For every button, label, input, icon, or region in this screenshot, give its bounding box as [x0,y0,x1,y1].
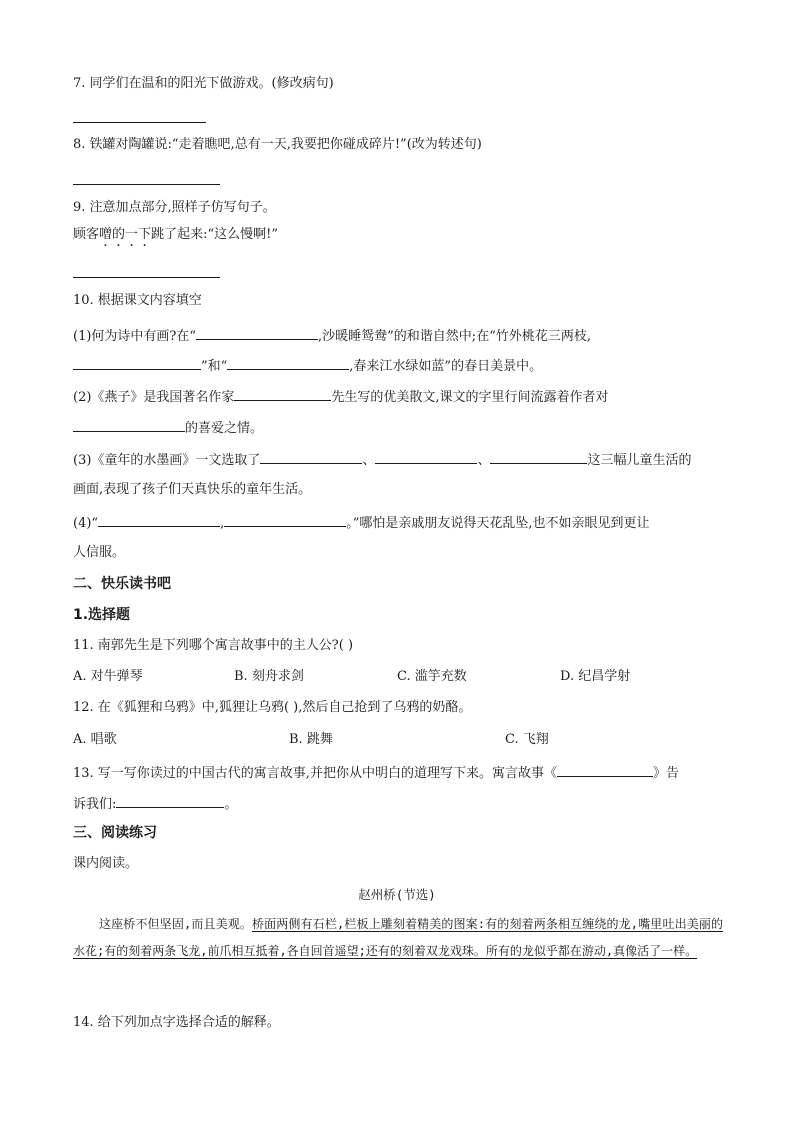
q12-option-a[interactable]: A. 唱歌 [73,732,117,747]
q11-option-b[interactable]: B. 刻舟求剑 [234,669,304,684]
q10-part3-line1: (3)《童年的水墨画》一文选取了 、 、 这三幅儿童生活的 [73,449,691,471]
q10-part3-line2: 画面,表现了孩子们天真快乐的童年生活。 [73,482,312,497]
fill-blank[interactable] [73,417,185,432]
passage-body [73,911,723,965]
sentence-prefix: 顾客 [73,227,100,242]
question-11: 11. 南郭先生是下列哪个寓言故事中的主人公?( ) [73,638,354,653]
dotted-char: 一 [125,227,139,242]
q10-part4-line2: 人信服。 [73,545,126,560]
q10-part2-line1: (2)《燕子》是我国著名作家 先生写的优美散文,课文的字里行间流露着作者对 [73,386,609,408]
section-3-title: 三、阅读练习 [73,825,157,841]
dotted-char: 噌 [99,227,113,242]
q12-option-b[interactable]: B. 跳舞 [289,732,333,747]
question-13-line2: 诉我们: 。 [73,793,237,815]
fill-blank[interactable] [98,512,220,527]
passage-plain: 这座桥不但坚固,而且美观。 [99,917,252,931]
reading-intro: 课内阅读。 [73,856,139,871]
answer-line-7[interactable] [73,122,206,123]
question-8: 8. 铁罐对陶罐说:“走着瞧吧,总有一天,我要把你碰成碎片!”(改为转述句) [73,137,482,152]
fill-blank[interactable] [227,355,349,370]
fill-blank[interactable] [260,449,362,464]
question-9: 9. 注意加点部分,照样子仿写句子。 [73,200,276,215]
question-14: 14. 给下列加点字选择合适的解释。 [73,1015,280,1030]
sentence-suffix: 跳了起来:“这么慢啊!” [151,227,278,242]
fill-blank[interactable] [224,512,346,527]
question-9-sentence [73,225,278,245]
fill-blank[interactable] [196,325,318,340]
dotted-char: 的 [112,227,126,242]
answer-line-9[interactable] [73,277,220,278]
fill-blank[interactable] [375,449,477,464]
fill-blank[interactable] [557,762,653,777]
dotted-char: 下 [138,227,152,242]
q11-option-c[interactable]: C. 滥竽充数 [397,669,467,684]
q10-part4-line1: (4)“ , 。”哪怕是亲戚朋友说得天花乱坠,也不如亲眼见到更让 [73,512,649,534]
q10-part2-line2: 的喜爱之情。 [73,417,263,439]
question-13-line1: 13. 写一写你读过的中国古代的寓言故事,并把你从中明白的道理写下来。寓言故事《 》告 [73,762,679,784]
section-2-title: 二、快乐读书吧 [73,576,171,592]
fill-blank[interactable] [73,355,201,370]
passage-underlined: 桥面两侧有石栏,栏板上雕刻着精美的图案:有的刻着两条相互缠绕的龙,嘴里吐出美丽的水花;有的刻着两条飞龙,前爪相互抵着,各自回首遥望;还有的刻着双龙戏珠。所有的龙似乎都在游动,真像活了一样。 [73,917,723,958]
section-2-subtitle: 1.选择题 [73,607,131,623]
question-12: 12. 在《狐狸和乌鸦》中,狐狸让乌鸦( ),然后自己抢到了乌鸦的奶酪。 [73,700,472,715]
q10-part1-line2: ”和“ ,春来江水绿如蓝”的春日美景中。 [73,355,542,377]
fill-blank[interactable] [116,793,224,808]
question-7: 7. 同学们在温和的阳光下做游戏。(修改病句) [73,76,334,91]
answer-line-8[interactable] [73,184,220,185]
fill-blank[interactable] [490,449,587,464]
passage-title: 赵州桥(节选) [358,887,436,902]
q12-option-c[interactable]: C. 飞翔 [505,732,549,747]
q10-part1-line1: (1)何为诗中有画?在“ ,沙暖睡鸳鸯”的和谐自然中;在“竹外桃花三两枝, [73,325,591,347]
q11-option-a[interactable]: A. 对牛弹琴 [73,669,143,684]
fill-blank[interactable] [234,386,331,401]
q11-option-d[interactable]: D. 纪昌学射 [560,669,631,684]
question-10: 10. 根据课文内容填空 [73,293,202,308]
